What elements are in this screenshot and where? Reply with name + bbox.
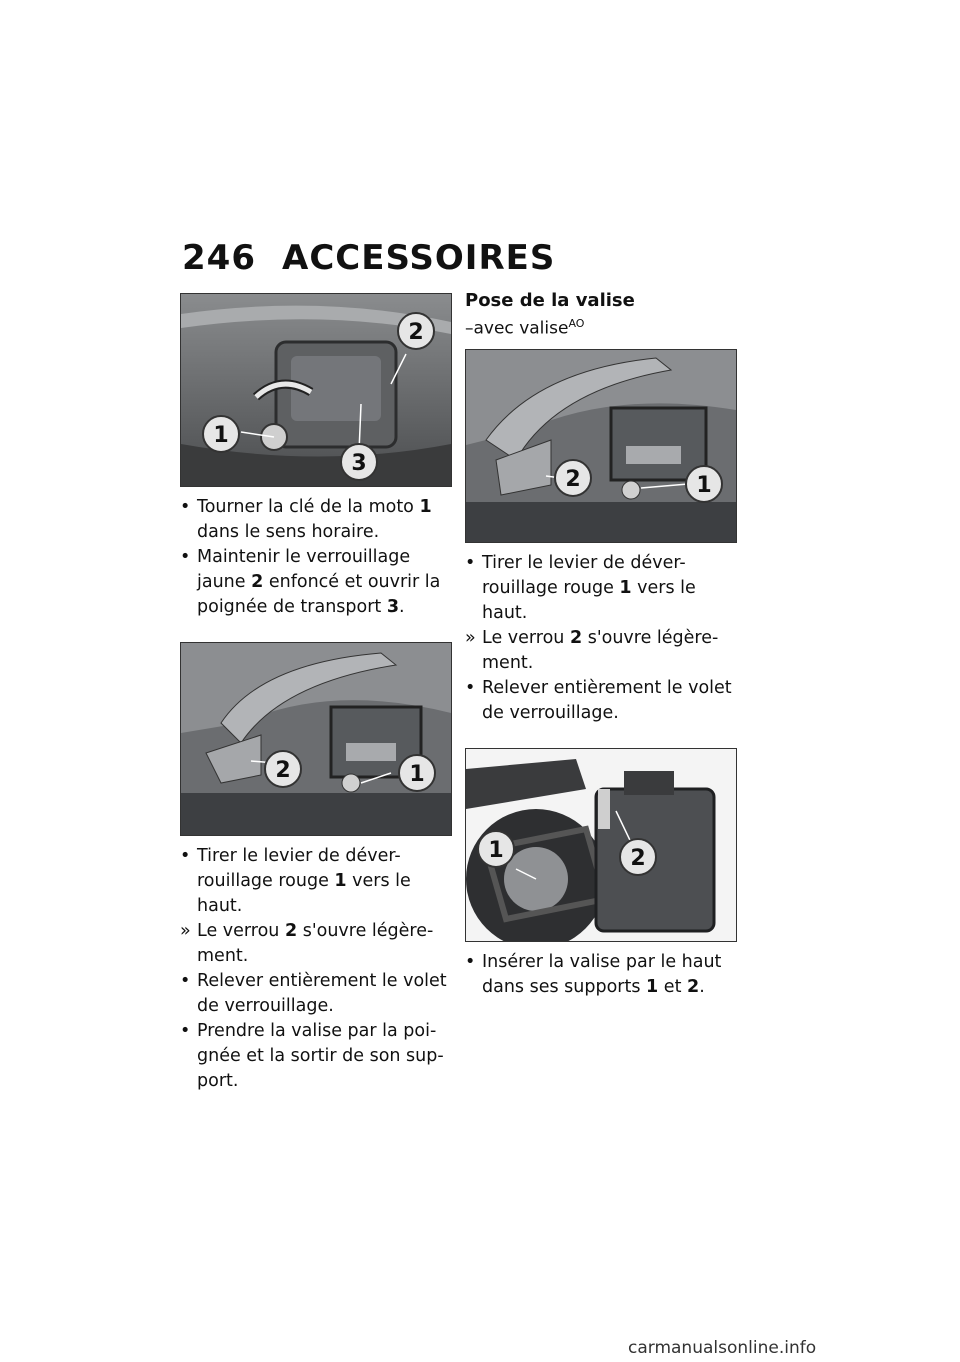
steps-list-1 [180, 495, 452, 620]
list-item: • Maintenir le verrouillage jaune 2 enfoncé et ouvrir la poignée de transport 3. [180, 547, 441, 617]
page-number: 246 [182, 238, 256, 278]
left-column [180, 293, 452, 1094]
callout-1: 1 [696, 472, 712, 498]
list-item: • Insérer la valise par le haut dans ses supports 1 et 2. [465, 951, 722, 997]
figure-case-mounting [465, 748, 737, 942]
list-item: • Tirer le levier de déver-rouillage rouge 1 vers le haut. [180, 846, 411, 916]
figure-unlock-lever [180, 642, 452, 836]
callout-2: 2 [630, 845, 646, 871]
steps-list-4 [465, 950, 737, 1000]
section-title: ACCESSOIRES [282, 238, 556, 278]
variant-note: –avec valise$^{AO}$ [465, 317, 585, 339]
steps-list-2 [180, 844, 452, 1094]
list-item: • Relever entièrement le volet de verrouillage. [180, 971, 447, 1016]
watermark: carmanualsonline.info [628, 1338, 817, 1358]
callout-1: 1 [213, 423, 229, 448]
list-item: » Le verrou 2 s'ouvre légère-ment. [180, 921, 434, 966]
steps-list-3 [465, 551, 737, 726]
callout-3: 3 [351, 451, 367, 476]
section-heading: Pose de la valise [465, 290, 635, 311]
right-column [465, 290, 737, 1000]
callout-2: 2 [275, 758, 291, 783]
page-header [182, 238, 555, 278]
callout-2: 2 [565, 466, 581, 492]
callout-2: 2 [408, 320, 424, 345]
list-item: • Prendre la valise par la poi-gnée et la sortir de son sup-port. [180, 1021, 444, 1091]
callout-1: 1 [488, 837, 504, 863]
list-item: • Relever entièrement le volet de verrouillage. [465, 677, 732, 723]
list-item: • Tourner la clé de la moto 1 dans le sens horaire. [180, 497, 432, 542]
figure-key-unlock [180, 293, 452, 487]
figure-unlock-lever-2 [465, 349, 737, 543]
callout-1: 1 [409, 762, 425, 787]
list-item: » Le verrou 2 s'ouvre légère-ment. [465, 627, 719, 673]
list-item: • Tirer le levier de déver-rouillage rouge 1 vers le haut. [465, 552, 696, 623]
